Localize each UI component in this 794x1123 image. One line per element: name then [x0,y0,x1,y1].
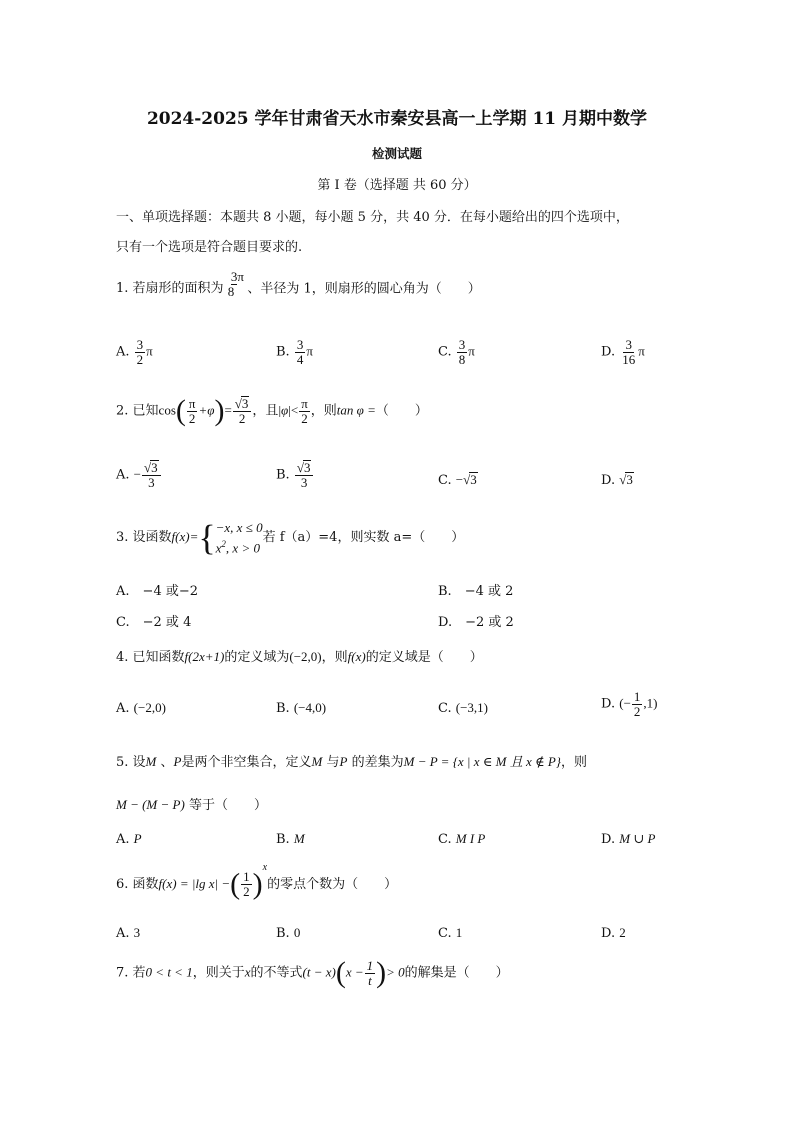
q6-option-b[interactable]: B. 0 [276,925,301,941]
question-5-line-2: M − (M − P) 等于（ ） [116,797,267,813]
question-6: 6. 函数f(x) = |lg x| −( $\frac{1}{2}$ )$^x$的零点个数为（ ） [116,862,398,901]
q1-option-a[interactable]: A. $\frac{3}{2}$ π [116,337,153,367]
q1-option-b[interactable]: B. $\frac{3}{4}$ π [276,337,313,367]
q5-option-b[interactable]: B. M [276,831,305,847]
q3-option-c[interactable]: C. −2 或 4 [116,615,192,630]
question-2: 2. 已知cos( $\frac{\pi}{2}$ +φ)= $\frac{√3}{2}$ ，且|φ|< $\frac{\pi}{2}$ ，则tan φ =（ ） [116,394,428,427]
q2-option-a[interactable]: A. − $\frac{√3}{3}$ [116,460,162,490]
question-5-line-1: 5. 设M 、P是两个非空集合，定义M 与P 的差集为M − P = {x | x ∈ M 且 x ∉ P}，则 [116,754,588,770]
q1-area-fraction: 3π 8 [227,269,244,299]
q1-option-c[interactable]: C. $\frac{3}{8}$ π [438,337,475,367]
q4-option-a[interactable]: A. (−2,0) [116,700,166,716]
section-heading: 第 I 卷（选择题 共 60 分） [317,178,477,193]
q3-option-b[interactable]: B. −4 或 2 [438,584,514,599]
q6-option-d[interactable]: D. 2 [601,925,626,941]
q3-option-a[interactable]: A. −4 或−2 [116,584,199,599]
q4-option-d[interactable]: D. (− $\frac{1}{2}$ ,1) [601,689,658,719]
question-7: 7. 若0 < t < 1，则关于x的不等式(t − x)(x − $\frac{1}{t}$ )> 0的解集是（ ） [116,956,509,989]
q1-stem: 1. 若扇形的面积为 [116,281,224,297]
question-4: 4. 已知函数f(2x+1)的定义域为(−2,0)，则f(x)的定义域是（ ） [116,649,483,665]
instructions-line-1: 一、单项选择题：本题共 8 小题，每小题 5 分，共 40 分．在每小题给出的四个选项中， [116,210,629,225]
question-3: 3. 设函数f(x)={ −x, x ≤ 0 $x^2$, x > 0 若 f（a）=4，则实数 a=（ ） [116,517,465,558]
q1-stem-end: 、半径为 1，则扇形的圆心角为（ ） [247,281,481,297]
q6-option-c[interactable]: C. 1 [438,925,463,941]
q3-piecewise: −x, x ≤ 0 $x^2$, x > 0 [215,520,263,555]
q4-option-b[interactable]: B. (−4,0) [276,700,327,716]
q3-option-d[interactable]: D. −2 或 2 [438,615,514,630]
q4-option-c[interactable]: C. (−3,1) [438,700,489,716]
question-1 [116,268,481,299]
q5-option-c[interactable]: C. M I P [438,831,486,847]
q1-option-d[interactable]: D. $\frac{3}{16}$ π [601,337,645,367]
q2-option-d[interactable]: D. √3 [601,472,633,488]
instructions-line-2: 只有一个选项是符合题目要求的. [116,240,303,255]
document-title: 2024-2025 学年甘肃省天水市秦安县高一上学期 11 月期中数学 [146,109,648,129]
document-subtitle: 检测试题 [371,146,422,161]
q5-option-d[interactable]: D. M ∪ P [601,831,656,847]
q5-option-a[interactable]: A. P [116,831,142,847]
q6-option-a[interactable]: A. 3 [116,925,141,941]
q2-option-c[interactable]: C. −√3 [438,472,477,488]
q2-option-b[interactable]: B. $\frac{√3}{3}$ [276,460,314,490]
